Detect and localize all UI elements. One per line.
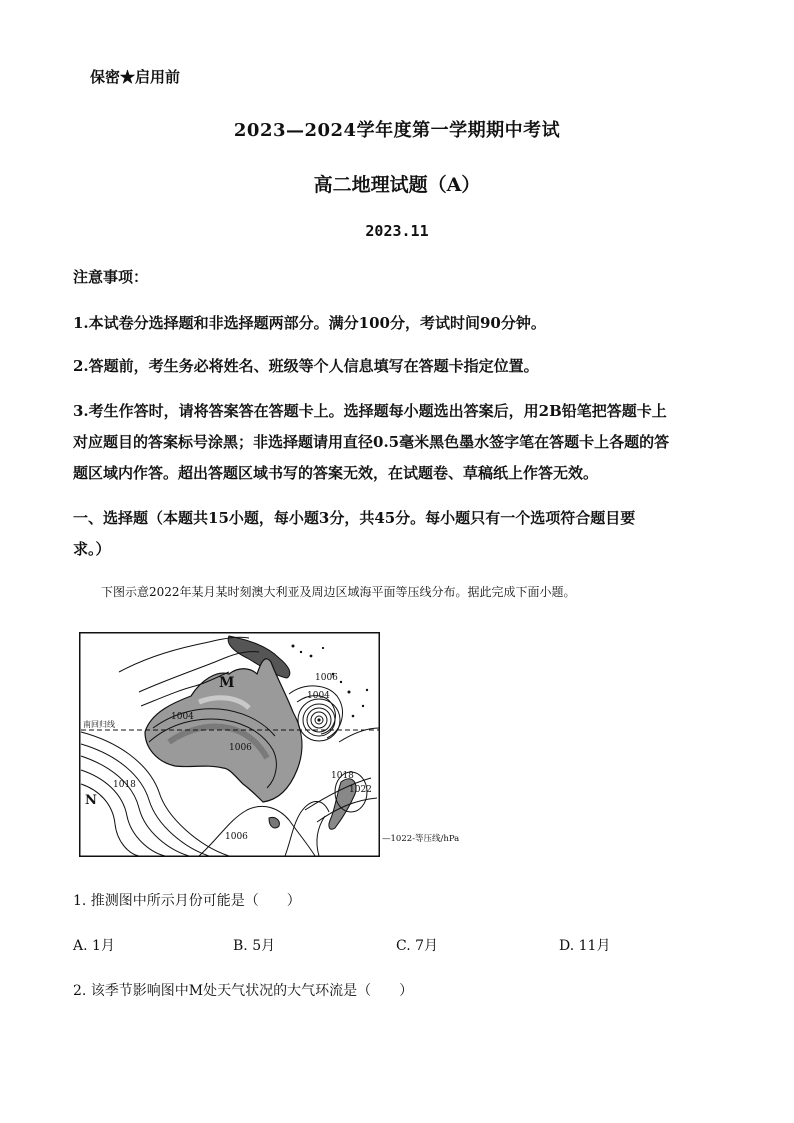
question-2-stem: 2. 该季节影响图中M处天气状况的大气环流是（ ） [73, 983, 414, 999]
subject-title: 高二地理试题（A） [313, 174, 481, 196]
question-1-option-b: B. 5月 [233, 938, 276, 954]
question-1-option-d: D. 11月 [559, 938, 611, 954]
notice-title: 注意事项： [73, 268, 149, 286]
isobar-map [79, 632, 380, 857]
label-1006-top: 1006 [315, 673, 338, 683]
exam-title: 2023—2024学年度第一学期期中考试 [233, 120, 561, 141]
legend-label: —1022-等压线/hPa [382, 834, 460, 844]
question-1-option-a: A. 1月 [73, 938, 115, 954]
exam-date: 2023.11 [365, 222, 429, 240]
label-m: M [219, 675, 235, 691]
section-heading-cont: 求。） [73, 540, 111, 558]
question-1-stem: 1. 推测图中所示月份可能是（ ） [73, 893, 301, 909]
section-heading: 一、选择题（本题共15小题，每小题3分，共45分。每小题只有一个选项符合题目要 [73, 509, 636, 527]
label-1006-center: 1006 [229, 743, 252, 753]
notice-item-2: 2.答题前，考生务必将姓名、班级等个人信息填写在答题卡指定位置。 [73, 357, 539, 375]
label-1018-left: 1018 [113, 780, 136, 790]
label-1004-top: 1004 [307, 691, 330, 701]
label-tropic: 南回归线 [83, 720, 115, 729]
label-1006-bottom: 1006 [225, 832, 248, 842]
figure-intro: 下图示意2022年某月某时刻澳大利亚及周边区域海平面等压线分布。据此完成下面小题。 [101, 585, 576, 599]
notice-item-3-cont2: 题区域内作答。超出答题区域书写的答案无效，在试题卷、草稿纸上作答无效。 [73, 464, 599, 482]
label-n: N [85, 793, 97, 808]
notice-item-3: 3.考生作答时，请将答案答在答题卡上。选择题每小题选出答案后，用2B铅笔把答题卡上 [73, 402, 667, 420]
notice-item-3-cont: 对应题目的答案标号涂黑；非选择题请用直径0.5毫米黑色墨水签字笔在答题卡上各题的答 [73, 433, 670, 451]
label-1022: 1022 [349, 785, 372, 795]
map-legend [380, 831, 480, 845]
label-1004-left: 1004 [171, 712, 194, 722]
question-1-option-c: C. 7月 [396, 938, 439, 954]
secret-mark: 保密★启用前 [90, 68, 181, 86]
notice-item-1: 1.本试卷分选择题和非选择题两部分。满分100分，考试时间90分钟。 [73, 314, 546, 332]
label-1018-right: 1018 [331, 771, 354, 781]
